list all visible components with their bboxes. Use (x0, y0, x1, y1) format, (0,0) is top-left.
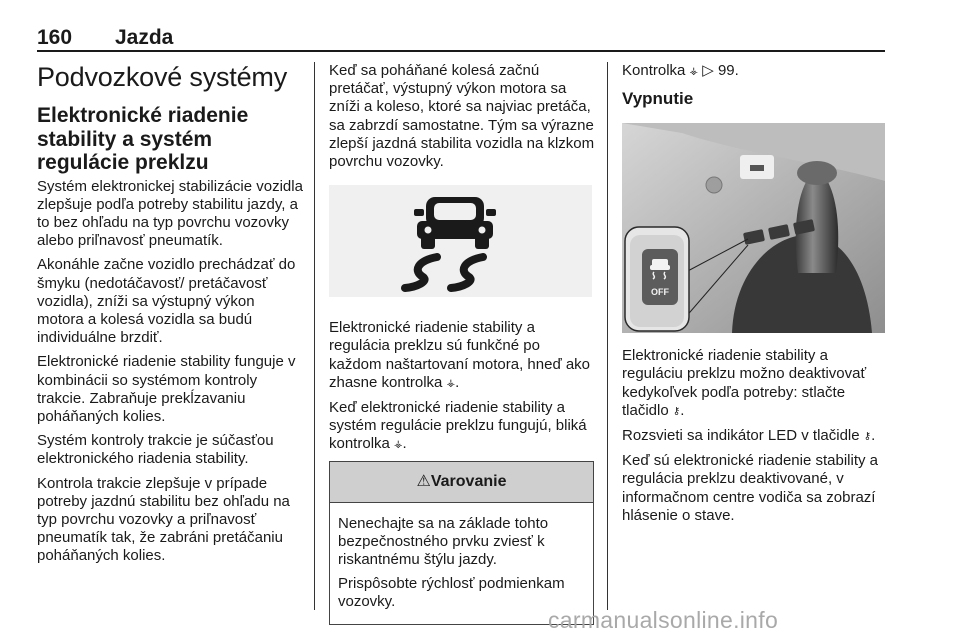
paragraph: Elektronické riadenie stability funguje v kombinácii so systémom kontroly trakcie. Zabraňuje prekĺzavaniu poháňaných kolies. (37, 353, 296, 425)
page-header (37, 26, 885, 52)
section-title: Podvozkové systémy (37, 62, 287, 92)
ref-page: 99. (717, 62, 739, 79)
column-divider-2 (607, 62, 608, 610)
warning-box (329, 461, 594, 625)
punct: . (402, 435, 407, 453)
punct: . (871, 427, 876, 445)
paragraph-text: Keď elektronické riadenie stability a systém regulácie preklzu fungujú, bliká kontrolka (329, 399, 587, 453)
subsection-heading: Vypnutie (622, 89, 694, 109)
esc-warning-light-icon: ⚶ (689, 66, 699, 77)
paragraph-text: Elektronické riadenie stability a reguláciu preklzu možno deaktivovať kedykoľvek podľa potreby: stlačte tlačidlo (622, 347, 867, 419)
esc-off-button-icon: ⚷ (672, 405, 681, 417)
page-number: 160 (37, 26, 73, 49)
paragraph: Nenechajte sa na základe tohto bezpečnostného prvku zviesť k riskantnému štýlu jazdy. (338, 514, 549, 569)
paragraph (329, 319, 595, 393)
warning-header (330, 462, 593, 503)
column-3 (622, 62, 890, 531)
column-1 (37, 62, 305, 572)
paragraph (329, 399, 595, 455)
chapter-title: Jazda (115, 26, 174, 49)
esc-off-button-icon: ⚷ (863, 431, 872, 443)
esc-warning-light-icon: ⚶ (446, 377, 456, 389)
paragraph: Prispôsobte rýchlosť podmienkam vozovky. (338, 575, 565, 611)
reference-line (622, 62, 890, 81)
punct: . (680, 401, 685, 419)
paragraph (622, 427, 890, 446)
paragraph: Akonáhle začne vozidlo prechádzať do šmyku (nedotáčavosť/ pretáčavosť vozidla), zníži sa výstupný výkon motora a kolesá vozidla sa budú individuálne brzdiť. (37, 256, 296, 347)
paragraph-text: Elektronické riadenie stability a regulácia preklzu sú funkčné po každom naštartovaní motora, hneď ako zhasne kontrolka (329, 319, 591, 391)
subsection-title: Elektronické riadenie stability a systém regulácie preklzu (37, 104, 249, 174)
esc-warning-light-icon: ⚶ (394, 439, 403, 451)
paragraph: Systém kontroly trakcie je súčasťou elektronického riadenia stability. (37, 432, 274, 468)
paragraph (622, 347, 890, 421)
console-illustration (622, 123, 885, 333)
paragraph: Kontrola trakcie zlepšuje v prípade potreby jazdnú stabilitu bez ohľadu na typ povrchu vozovky a priľnavosť pneumatík tak, že zabráni pretáčaniu poháňaných kolies. (37, 474, 290, 565)
page-ref-arrow-icon: ▷ (702, 62, 714, 79)
paragraph-text: Rozsvieti sa indikátor LED v tlačidle (622, 427, 860, 445)
paragraph: Keď sa poháňané kolesá začnú pretáčať, výstupný výkon motora sa zníži a koleso, ktoré sa najviac pretáča, sa zabrzdí samostatne. Tým sa výrazne zlepší jazdná stabilita vozidla na klzkom povrchu vozovky. (329, 62, 595, 171)
off-button-label: OFF (651, 287, 669, 298)
paragraph: Keď sú elektronické riadenie stability a regulácia preklzu deaktivované, v informačnom centre vodiča sa zobrazí hlásenie o stave. (622, 452, 879, 524)
warning-title: Varovanie (430, 472, 507, 490)
warning-body (330, 503, 593, 624)
header-rule (37, 50, 885, 52)
skidding-car-icon (329, 185, 592, 297)
paragraph: Systém elektronickej stabilizácie vozidla zlepšuje podľa potreby stabilitu jazdy, a to bez ohľadu na typ povrchu vozovky alebo priľnavosť pneumatík. (37, 177, 303, 250)
punct: . (455, 373, 460, 391)
watermark: carmanualsonline.info (548, 607, 779, 633)
column-2 (329, 62, 595, 625)
console-photo (622, 123, 885, 333)
column-divider-1 (314, 62, 315, 610)
esc-symbol-figure (329, 185, 592, 297)
warning-triangle-icon: ⚠ (416, 472, 431, 490)
ref-text: Kontrolka (622, 62, 686, 79)
